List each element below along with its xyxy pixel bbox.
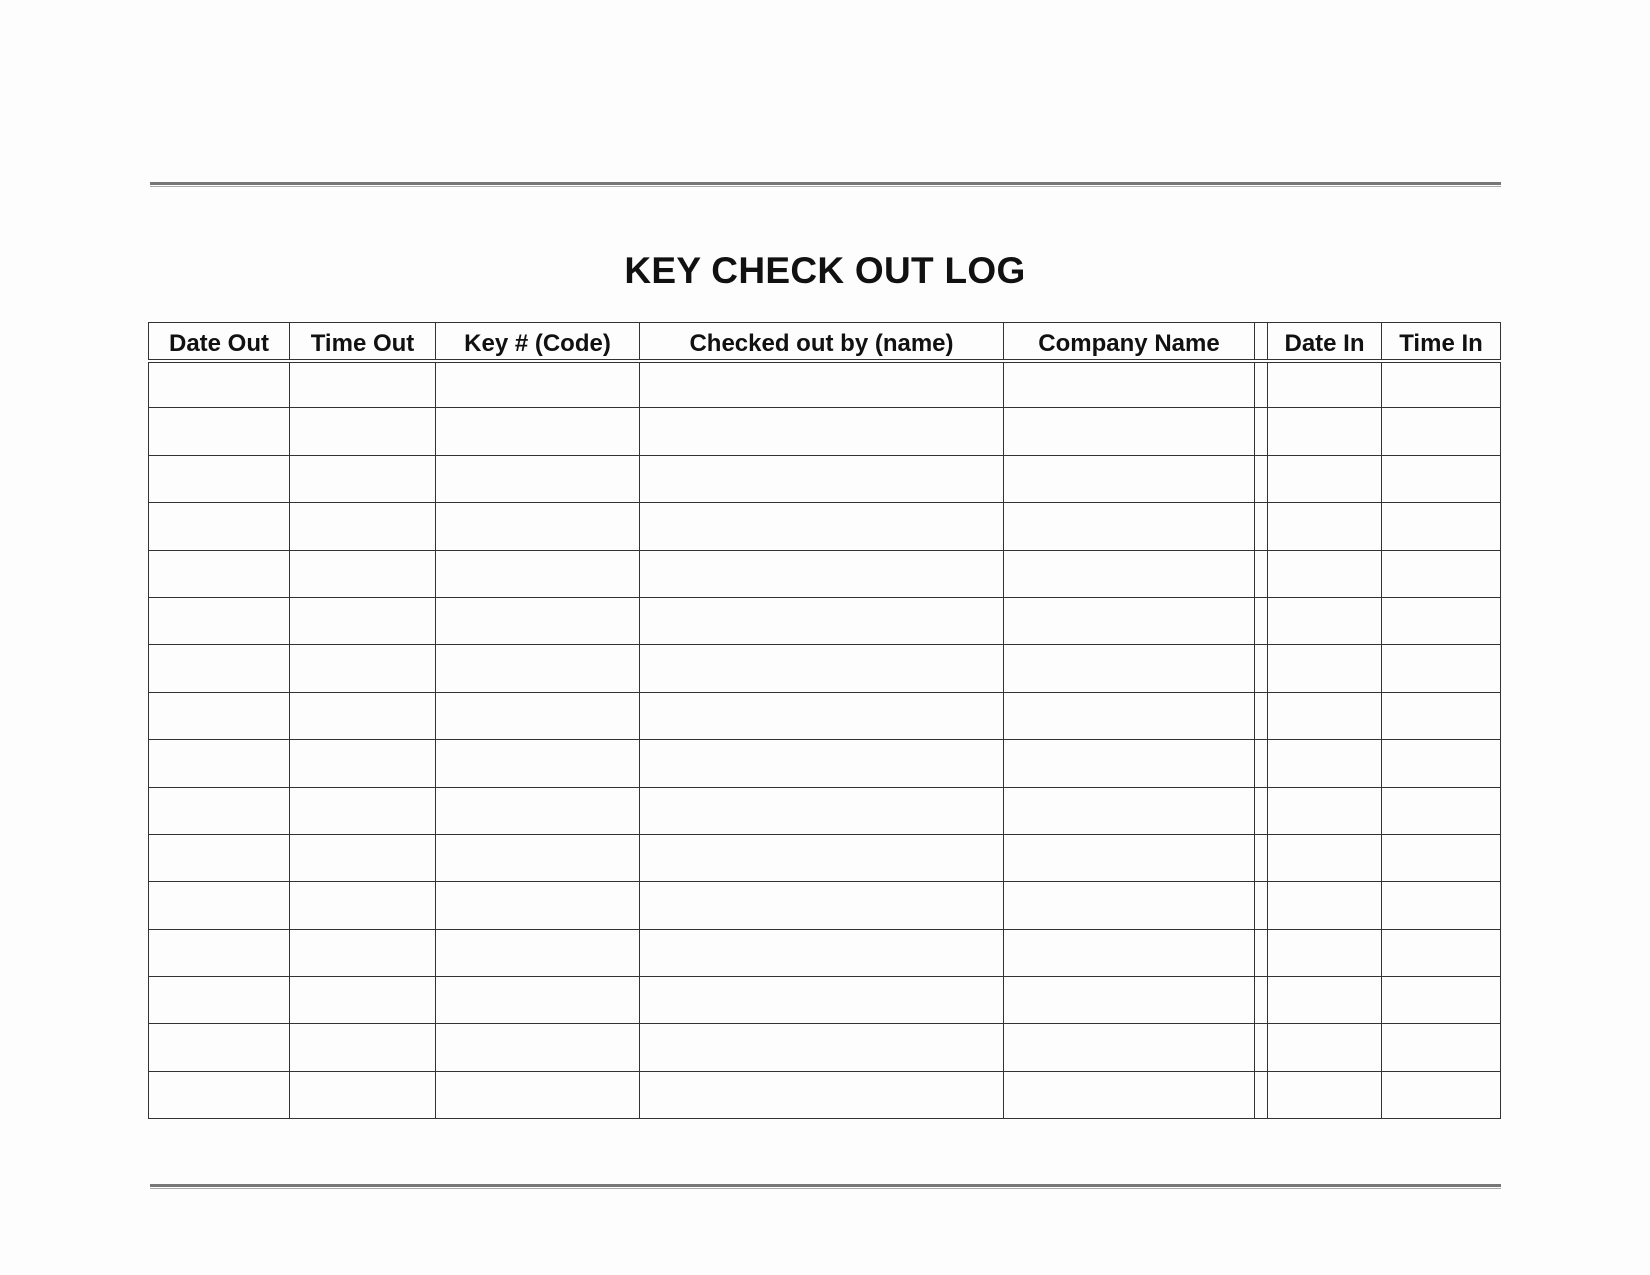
table-row	[149, 787, 1501, 834]
cell-time-out[interactable]	[290, 977, 436, 1024]
cell-spacer	[1255, 834, 1268, 881]
cell-date-in[interactable]	[1268, 692, 1382, 739]
cell-date-in[interactable]	[1268, 977, 1382, 1024]
cell-time-out[interactable]	[290, 455, 436, 502]
cell-time-out[interactable]	[290, 787, 436, 834]
cell-spacer	[1255, 455, 1268, 502]
table-row	[149, 977, 1501, 1024]
cell-spacer	[1255, 361, 1268, 408]
table-row	[149, 882, 1501, 929]
cell-time-out[interactable]	[290, 550, 436, 597]
table-row	[149, 550, 1501, 597]
cell-time-out[interactable]	[290, 929, 436, 976]
cell-date-out[interactable]	[149, 597, 290, 644]
table-row	[149, 455, 1501, 502]
cell-key-code[interactable]	[436, 408, 640, 455]
cell-checked-out-by[interactable]	[640, 692, 1004, 739]
cell-key-code[interactable]	[436, 929, 640, 976]
cell-date-out[interactable]	[149, 692, 290, 739]
cell-time-out[interactable]	[290, 834, 436, 881]
table-row	[149, 740, 1501, 787]
cell-checked-out-by[interactable]	[640, 645, 1004, 692]
cell-checked-out-by[interactable]	[640, 929, 1004, 976]
cell-key-code[interactable]	[436, 597, 640, 644]
cell-company-name[interactable]	[1004, 834, 1255, 881]
cell-time-in[interactable]	[1382, 503, 1501, 550]
table-row	[149, 597, 1501, 644]
cell-company-name[interactable]	[1004, 361, 1255, 408]
header-date-in: Date In	[1268, 323, 1382, 361]
cell-spacer	[1255, 929, 1268, 976]
cell-company-name[interactable]	[1004, 1024, 1255, 1071]
cell-checked-out-by[interactable]	[640, 503, 1004, 550]
cell-key-code[interactable]	[436, 361, 640, 408]
header-spacer	[1255, 323, 1268, 361]
cell-spacer	[1255, 1024, 1268, 1071]
cell-spacer	[1255, 787, 1268, 834]
top-divider	[150, 182, 1501, 187]
cell-time-out[interactable]	[290, 645, 436, 692]
cell-date-out[interactable]	[149, 977, 290, 1024]
cell-time-in[interactable]	[1382, 977, 1501, 1024]
cell-time-in[interactable]	[1382, 787, 1501, 834]
cell-time-in[interactable]	[1382, 692, 1501, 739]
cell-spacer	[1255, 550, 1268, 597]
cell-date-in[interactable]	[1268, 408, 1382, 455]
cell-date-out[interactable]	[149, 361, 290, 408]
cell-key-code[interactable]	[436, 455, 640, 502]
header-company-name: Company Name	[1004, 323, 1255, 361]
cell-date-in[interactable]	[1268, 645, 1382, 692]
cell-company-name[interactable]	[1004, 550, 1255, 597]
cell-time-in[interactable]	[1382, 361, 1501, 408]
cell-time-in[interactable]	[1382, 408, 1501, 455]
table-row	[149, 1071, 1501, 1118]
cell-date-out[interactable]	[149, 834, 290, 881]
cell-time-in[interactable]	[1382, 455, 1501, 502]
cell-checked-out-by[interactable]	[640, 408, 1004, 455]
cell-time-out[interactable]	[290, 361, 436, 408]
cell-checked-out-by[interactable]	[640, 597, 1004, 644]
cell-spacer	[1255, 692, 1268, 739]
cell-checked-out-by[interactable]	[640, 977, 1004, 1024]
cell-date-in[interactable]	[1268, 929, 1382, 976]
cell-company-name[interactable]	[1004, 455, 1255, 502]
table-header-row	[149, 323, 1501, 361]
cell-date-in[interactable]	[1268, 882, 1382, 929]
cell-date-in[interactable]	[1268, 503, 1382, 550]
cell-time-out[interactable]	[290, 1071, 436, 1118]
cell-key-code[interactable]	[436, 645, 640, 692]
cell-checked-out-by[interactable]	[640, 834, 1004, 881]
cell-checked-out-by[interactable]	[640, 1071, 1004, 1118]
cell-company-name[interactable]	[1004, 1071, 1255, 1118]
cell-date-out[interactable]	[149, 455, 290, 502]
cell-time-out[interactable]	[290, 692, 436, 739]
cell-time-out[interactable]	[290, 1024, 436, 1071]
table-body	[149, 361, 1501, 1119]
cell-checked-out-by[interactable]	[640, 882, 1004, 929]
table-row	[149, 692, 1501, 739]
cell-date-out[interactable]	[149, 882, 290, 929]
cell-time-in[interactable]	[1382, 645, 1501, 692]
cell-date-in[interactable]	[1268, 787, 1382, 834]
cell-company-name[interactable]	[1004, 787, 1255, 834]
cell-spacer	[1255, 1071, 1268, 1118]
cell-date-out[interactable]	[149, 929, 290, 976]
page-title: KEY CHECK OUT LOG	[624, 250, 1026, 291]
cell-time-in[interactable]	[1382, 597, 1501, 644]
cell-company-name[interactable]	[1004, 408, 1255, 455]
cell-spacer	[1255, 882, 1268, 929]
table-row	[149, 645, 1501, 692]
cell-date-in[interactable]	[1268, 740, 1382, 787]
cell-checked-out-by[interactable]	[640, 361, 1004, 408]
cell-date-out[interactable]	[149, 550, 290, 597]
cell-time-out[interactable]	[290, 408, 436, 455]
cell-date-in[interactable]	[1268, 455, 1382, 502]
cell-checked-out-by[interactable]	[640, 550, 1004, 597]
cell-key-code[interactable]	[436, 692, 640, 739]
cell-checked-out-by[interactable]	[640, 1024, 1004, 1071]
cell-spacer	[1255, 597, 1268, 644]
table-row	[149, 929, 1501, 976]
cell-date-out[interactable]	[149, 787, 290, 834]
key-log-table	[148, 322, 1501, 1119]
cell-time-out[interactable]	[290, 597, 436, 644]
cell-company-name[interactable]	[1004, 503, 1255, 550]
cell-company-name[interactable]	[1004, 977, 1255, 1024]
cell-time-out[interactable]	[290, 503, 436, 550]
cell-date-out[interactable]	[149, 740, 290, 787]
cell-time-in[interactable]	[1382, 550, 1501, 597]
cell-spacer	[1255, 408, 1268, 455]
cell-date-in[interactable]	[1268, 834, 1382, 881]
cell-date-in[interactable]	[1268, 597, 1382, 644]
cell-spacer	[1255, 740, 1268, 787]
cell-checked-out-by[interactable]	[640, 455, 1004, 502]
cell-company-name[interactable]	[1004, 882, 1255, 929]
table-row	[149, 503, 1501, 550]
cell-key-code[interactable]	[436, 550, 640, 597]
cell-time-in[interactable]	[1382, 740, 1501, 787]
cell-key-code[interactable]	[436, 787, 640, 834]
cell-date-in[interactable]	[1268, 550, 1382, 597]
cell-key-code[interactable]	[436, 834, 640, 881]
cell-key-code[interactable]	[436, 503, 640, 550]
cell-date-out[interactable]	[149, 1024, 290, 1071]
cell-company-name[interactable]	[1004, 740, 1255, 787]
cell-key-code[interactable]	[436, 1024, 640, 1071]
cell-spacer	[1255, 503, 1268, 550]
cell-time-out[interactable]	[290, 882, 436, 929]
cell-time-in[interactable]	[1382, 834, 1501, 881]
cell-date-out[interactable]	[149, 1071, 290, 1118]
cell-checked-out-by[interactable]	[640, 787, 1004, 834]
header-date-out: Date Out	[149, 323, 290, 361]
table-row	[149, 361, 1501, 408]
table-row	[149, 408, 1501, 455]
cell-company-name[interactable]	[1004, 645, 1255, 692]
cell-checked-out-by[interactable]	[640, 740, 1004, 787]
table-row	[149, 1024, 1501, 1071]
cell-key-code[interactable]	[436, 1071, 640, 1118]
cell-time-in[interactable]	[1382, 1024, 1501, 1071]
cell-time-in[interactable]	[1382, 882, 1501, 929]
cell-spacer	[1255, 645, 1268, 692]
cell-key-code[interactable]	[436, 977, 640, 1024]
cell-date-in[interactable]	[1268, 1024, 1382, 1071]
cell-spacer	[1255, 977, 1268, 1024]
cell-key-code[interactable]	[436, 740, 640, 787]
cell-key-code[interactable]	[436, 882, 640, 929]
bottom-divider	[150, 1184, 1501, 1189]
cell-time-in[interactable]	[1382, 929, 1501, 976]
header-key-code: Key # (Code)	[436, 323, 640, 361]
cell-date-in[interactable]	[1268, 1071, 1382, 1118]
cell-company-name[interactable]	[1004, 692, 1255, 739]
table-row	[149, 834, 1501, 881]
header-time-in: Time In	[1382, 323, 1501, 361]
header-checked-out-by: Checked out by (name)	[640, 323, 1004, 361]
cell-company-name[interactable]	[1004, 597, 1255, 644]
cell-company-name[interactable]	[1004, 929, 1255, 976]
header-time-out: Time Out	[290, 323, 436, 361]
cell-date-out[interactable]	[149, 645, 290, 692]
cell-date-in[interactable]	[1268, 361, 1382, 408]
cell-date-out[interactable]	[149, 408, 290, 455]
cell-time-in[interactable]	[1382, 1071, 1501, 1118]
cell-time-out[interactable]	[290, 740, 436, 787]
cell-date-out[interactable]	[149, 503, 290, 550]
